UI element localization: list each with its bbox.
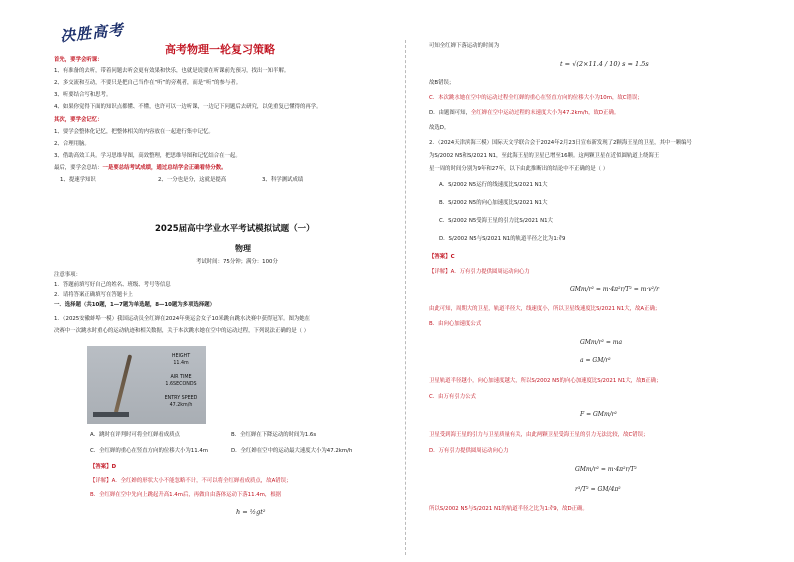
figure-speed-label: ENTRY SPEED bbox=[164, 396, 198, 401]
detail-line: 由此可知，周期大的卫星，轨道半径大，线速度小，所以卫星线速度比S/2021 N1大，故A正确； bbox=[429, 306, 661, 312]
answer-label: 【答案】C bbox=[429, 254, 455, 260]
detail-line: 卫星受到海王星的引力与卫星质量有关，由此两颗卫星受海王星的引力无法比较，故C错误； bbox=[429, 432, 649, 438]
logo: 决胜高考 bbox=[59, 20, 125, 46]
formula-t: t = √(2×11.4 / 10) s ≈ 1.5s bbox=[560, 60, 649, 68]
question-1-line: 决赛中一次跳水时重心的运动轨迹和相关数据，关于本次跳水她在空中的运动过程，下列说法正确的是（ ） bbox=[54, 328, 310, 334]
q2-option-c: C．S/2002 N5受海王星的引力比S/2021 N1大 bbox=[439, 218, 553, 224]
option-b: B．全红婵在下降运动的时间为1.6s bbox=[231, 432, 317, 438]
option-d: D．全红婵在空中的运动最大速度大小为47.2km/h bbox=[231, 448, 353, 454]
intro-final-item: 1、提速学知识 bbox=[60, 177, 96, 183]
detail-line: 【详解】A．全红婵的形状大小不能忽略不计，不可以将全红婵看成质点，故A错误； bbox=[90, 478, 292, 484]
diver-photo bbox=[114, 354, 132, 413]
figure-height-label: HEIGHT bbox=[171, 354, 191, 359]
exam-time-info: 考试时间：75分钟；满分：100分 bbox=[196, 259, 278, 265]
d-prefix: D．由题图可知， bbox=[429, 110, 471, 116]
equation: GMm/r² = m·4π²r/T² = m·v²/r bbox=[570, 286, 659, 293]
answer-label: 【答案】D bbox=[90, 464, 117, 470]
figure-speed-value: 47.2km/h bbox=[169, 403, 193, 408]
figure-air-value: 1.6SECONDS bbox=[165, 382, 197, 387]
intro-item: 2、多交流和互动，不要只是把自己当作在“听”的旁观者，而是“听”的参与者。 bbox=[54, 80, 242, 86]
equation: F = GMm/r² bbox=[580, 411, 617, 418]
equation: a = GM/r² bbox=[580, 357, 611, 364]
right-column bbox=[405, 0, 794, 562]
q2-option-a: A．S/2002 N5运行的线速度比S/2021 N1大 bbox=[439, 182, 548, 188]
intro-item: 1、有准备的去听，带着问题去听会更有效果和快乐，也就是说要在听课前先预习，找出一知半解。 bbox=[54, 68, 290, 74]
detail-line: 所以S/2002 N5与S/2021 N1的轨道半径之比为1:∛9，故D正确。 bbox=[429, 506, 588, 512]
equation: r³/T² = GM/4π² bbox=[575, 486, 621, 493]
intro-item: 4、如果你觉得下面的知识点都懂、不懂，也许可以一边听课，一边记下问题后去研究，以免重复已懂得的再学。 bbox=[54, 104, 322, 110]
text-line: 可知全红婵下落运动的时间为 bbox=[429, 43, 500, 49]
formula-h: h = ½gt² bbox=[236, 508, 266, 516]
intro-heading-1: 首先，要学会听课： bbox=[54, 57, 103, 63]
detail-line: 卫星轨道半径越小，向心加速度越大，所以S/2002 N5的向心加速度比S/2021 N1大，故B正确； bbox=[429, 378, 662, 384]
equation: GMm/r² = ma bbox=[580, 339, 623, 346]
text-line: 故B错误； bbox=[429, 80, 455, 86]
intro-item: 3、借助高效工具。学习思维导图，高效整理，把思维导图和记忆结合在一起。 bbox=[54, 153, 241, 159]
option-c: C．全红婵的重心在竖直方向的位移大小为11.4m bbox=[90, 448, 209, 454]
detail-line: D．万有引力提供圆周运动向心力 bbox=[429, 448, 509, 454]
d-highlight: 全红婵在空中运动过程的末速度大小为47.2km/h，故D正确。 bbox=[470, 110, 620, 116]
question-2-line: 2．（2024天津滨海三模）国际天文学联合会于2024年2月23日宣布新发现了2颗海王星的卫星，其中一颗编号 bbox=[429, 140, 692, 146]
detail-line: C．由万有引力公式 bbox=[429, 394, 476, 400]
q2-option-b: B．S/2002 N5的向心加速度比S/2021 N1大 bbox=[439, 200, 548, 206]
detail-line: B．全红婵在空中先向上跳起升高1.4m后，再做自由落体运动下落11.4m，根据 bbox=[90, 492, 282, 498]
exam-title: 2025届高中学业水平考试模拟试题（一） bbox=[155, 224, 315, 234]
intro-final-prefix: 最后，要学会总结： bbox=[54, 165, 103, 171]
question-2-line: 为S/2002 N5和S/2021 N1，至此海王星的卫星已增至16颗。这两颗卫星在近似圆轨道上绕海王 bbox=[429, 153, 660, 159]
text-line: 故选D。 bbox=[429, 125, 450, 131]
intro-final-item: 2、一分也是分，这就是提高 bbox=[158, 177, 227, 183]
q2-option-d: D．S/2002 N5与S/2021 N1的轨道半径之比为1:∛9 bbox=[439, 236, 566, 242]
intro-final-highlight: 一是要总结考试成绩，通过总结学会正确看待分数。 bbox=[102, 165, 227, 171]
intro-item: 3、听要结合写和思考。 bbox=[54, 92, 112, 98]
intro-final-item: 3、科学测试成绩 bbox=[262, 177, 304, 183]
note-item: 1．答题前填写好自己的姓名、班级、考号等信息 bbox=[54, 282, 171, 288]
detail-line: B．由向心加速度公式 bbox=[429, 321, 482, 327]
option-a: A．跳时在评判时可将全红婵看成质点 bbox=[90, 432, 180, 438]
intro-item: 2、合理用脑。 bbox=[54, 141, 90, 147]
intro-final bbox=[54, 165, 227, 172]
note-item: 2．请将答案正确填写在答题卡上 bbox=[54, 292, 133, 298]
text-line bbox=[429, 110, 619, 117]
document-title: 高考物理一轮复习策略 bbox=[165, 43, 275, 56]
section-heading: 一．选择题（共10题，1—7题为单选题，8—10题为多项选择题） bbox=[54, 302, 216, 308]
figure-air-label: AIR TIME bbox=[170, 375, 192, 380]
diving-board bbox=[93, 412, 129, 417]
exam-subject: 物理 bbox=[235, 244, 251, 253]
intro-heading-2: 其次，要学会记忆： bbox=[54, 117, 103, 123]
figure-height-value: 11.4m bbox=[173, 361, 189, 366]
question-1-line: 1．（2025安徽蚌埠一模）我国运动员全红婵在2024年奥运会女子10米跳台跳水决赛中获得冠军。图为她在 bbox=[54, 316, 311, 322]
question-2-line: 星一周的时间分别为9年和27年，以下由此推断出的结论中不正确的是（ ） bbox=[429, 166, 609, 172]
equation: GMm/r² = m·4π²r/T² bbox=[575, 466, 637, 473]
text-line: C．本次跳水她在空中的运动过程全红婵的重心在竖直方向的位移大小为10m，故C错误； bbox=[429, 95, 643, 101]
notes-heading: 注意事项： bbox=[54, 272, 81, 278]
intro-item: 1、要学会整体化记忆，把整体相关的内容放在一起进行集中记忆。 bbox=[54, 129, 214, 135]
dive-figure bbox=[87, 346, 206, 424]
detail-line: 【详解】A．万有引力提供圆周运动向心力 bbox=[429, 269, 530, 275]
